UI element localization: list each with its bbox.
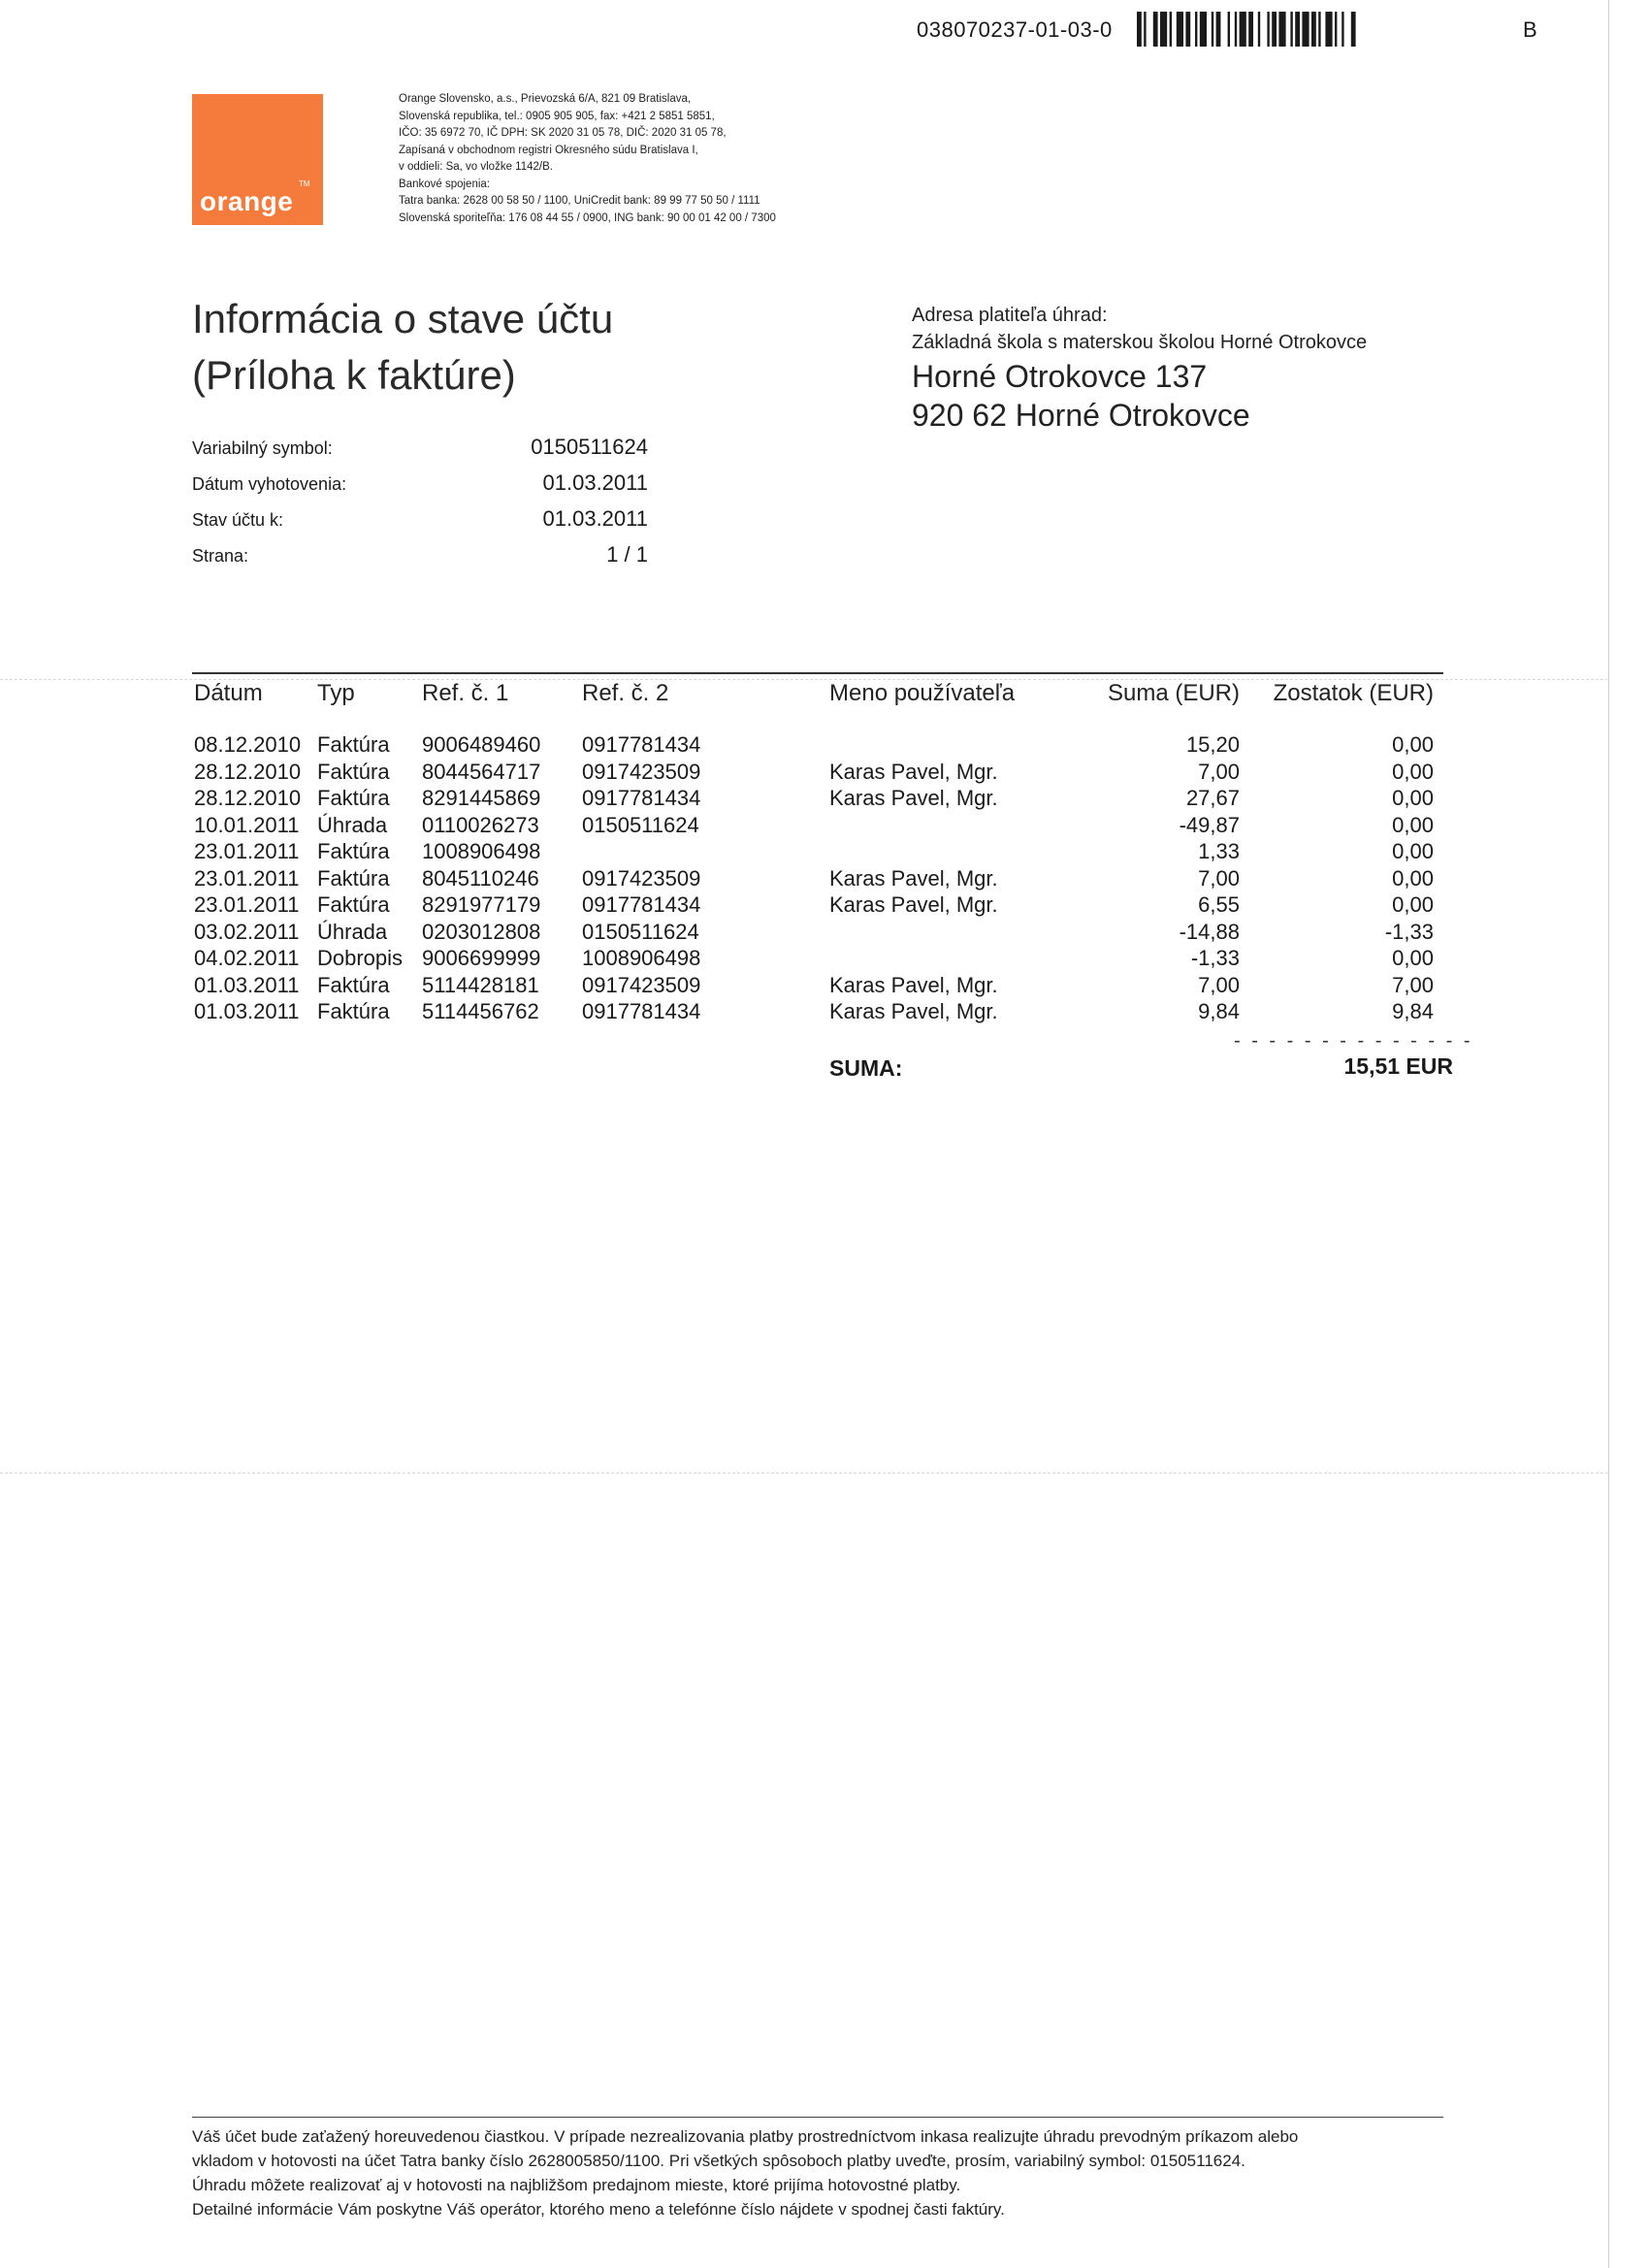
- barcode-bar: [1272, 12, 1277, 47]
- barcode-bar: [1290, 12, 1292, 47]
- cell-ref2: 0917781434: [582, 732, 701, 757]
- document-title: [192, 291, 613, 404]
- info-value: 1 / 1: [606, 542, 648, 567]
- barcode-bar: [1235, 12, 1237, 47]
- cell-type: Faktúra: [317, 839, 390, 863]
- info-label: Dátum vyhotovenia:: [192, 474, 347, 494]
- barcode-bar: [1248, 12, 1253, 47]
- cell-ref2: 0150511624: [582, 812, 699, 837]
- total-separator: - - - - - - - - - - - - - -: [1234, 1030, 1473, 1052]
- col-header-sum: Suma (EUR): [1107, 680, 1240, 706]
- table-row: [0, 973, 1649, 1000]
- orange-logo: [192, 94, 323, 225]
- cell-date: 28.12.2010: [194, 759, 302, 784]
- cell-ref1: 5114428181: [422, 972, 539, 997]
- cell-ref1: 8291977179: [422, 892, 541, 917]
- cell-type: Faktúra: [317, 865, 390, 891]
- barcode-bar: [1185, 12, 1190, 47]
- cell-ref1: 9006699999: [422, 946, 541, 970]
- cell-date: 03.02.2011: [194, 919, 300, 944]
- col-header-balance: Zostatok (EUR): [1273, 680, 1434, 706]
- barcode-bar: [1170, 12, 1172, 47]
- table-row: [0, 732, 1649, 760]
- info-row-page: [192, 542, 648, 578]
- cell-ref1: 9006489460: [422, 732, 541, 757]
- cell-date: 23.01.2011: [194, 839, 300, 863]
- company-line: Bankové spojenia:: [399, 178, 490, 190]
- barcode-bar: [1160, 12, 1167, 47]
- cell-type: Faktúra: [317, 999, 390, 1023]
- cell-type: Dobropis: [317, 946, 404, 970]
- cell-user: Karas Pavel, Mgr.: [829, 786, 998, 810]
- cell-type: Úhrada: [317, 812, 388, 837]
- cell-sum: 15,20: [1185, 732, 1240, 757]
- info-row-balance-date: [192, 506, 648, 542]
- cell-user: Karas Pavel, Mgr.: [829, 972, 998, 997]
- table-row: [0, 866, 1649, 893]
- col-header-ref1: Ref. č. 1: [422, 680, 509, 706]
- barcode-bar: [1195, 12, 1197, 47]
- cell-balance: 0,00: [1392, 732, 1434, 757]
- logo-tm: TM: [299, 179, 310, 188]
- barcode-bar: [1144, 12, 1146, 47]
- cell-date: 10.01.2011: [194, 812, 300, 837]
- title-line-2: (Príloha k faktúre): [192, 352, 516, 398]
- company-line: Orange Slovensko, a.s., Prievozská 6/A, 821 09 Bratislava,: [399, 93, 692, 105]
- info-label: Stav účtu k:: [192, 510, 284, 530]
- barcode-bar: [1325, 12, 1332, 47]
- payer-label: Adresa platiteľa úhrad:: [912, 305, 1108, 326]
- footer-line: Detailné informácie Vám poskytne Váš operátor, ktorého meno a telefónne číslo nájdete v spodnej časti faktúry.: [192, 2200, 1005, 2219]
- table-row: [0, 946, 1649, 973]
- page-edge: [1608, 0, 1609, 2268]
- footer-line: Váš účet bude zaťažený horeuvedenou čiastkou. V prípade nezrealizovania platby prostredníctvom inkasa realizujte úhradu prevodným príkazom alebo: [192, 2127, 1299, 2146]
- cell-ref1: 0110026273: [422, 812, 539, 837]
- barcode-bar: [1240, 12, 1246, 47]
- cell-user: Karas Pavel, Mgr.: [829, 892, 998, 917]
- cell-ref1: 0203012808: [422, 919, 541, 944]
- table-row: [0, 920, 1649, 947]
- col-header-date: Dátum: [194, 680, 263, 706]
- cell-type: Faktúra: [317, 732, 390, 757]
- table-row: [0, 760, 1649, 787]
- fold-line: [0, 1473, 1608, 1474]
- info-label: Variabilný symbol:: [192, 438, 333, 458]
- payer-name: Základná škola s materskou školou Horné Otrokovce: [912, 332, 1368, 353]
- cell-sum: 7,00: [1198, 972, 1240, 997]
- cell-date: 23.01.2011: [194, 892, 300, 917]
- cell-ref2: 0917423509: [582, 759, 701, 784]
- title-line-1: Informácia o stave účtu: [192, 296, 614, 341]
- barcode-bar: [1302, 12, 1309, 47]
- payer-city: 920 62 Horné Otrokovce: [912, 398, 1250, 433]
- company-line: Zapísaná v obchodnom registri Okresného súdu Bratislava I,: [399, 144, 698, 156]
- col-header-user: Meno používateľa: [829, 680, 1016, 706]
- col-header-ref2: Ref. č. 2: [582, 680, 669, 706]
- cell-sum: -14,88: [1179, 919, 1240, 944]
- cell-balance: -1,33: [1384, 919, 1434, 944]
- barcode-bar: [1311, 12, 1316, 47]
- copy-mark: B: [1523, 17, 1537, 42]
- cell-date: 23.01.2011: [194, 865, 300, 891]
- cell-ref2: 0150511624: [582, 919, 699, 944]
- cell-ref2: 0917781434: [582, 999, 701, 1023]
- cell-ref1: 5114456762: [422, 999, 539, 1023]
- table-row: [0, 786, 1649, 813]
- cell-ref1: 8291445869: [422, 786, 541, 810]
- barcode-bar: [1212, 12, 1213, 47]
- cell-date: 01.03.2011: [194, 972, 300, 997]
- payer-street: Horné Otrokovce 137: [912, 359, 1208, 394]
- cell-balance: 0,00: [1392, 786, 1434, 810]
- cell-ref2: 1008906498: [582, 946, 701, 970]
- info-row-issue-date: [192, 470, 648, 506]
- cell-balance: 0,00: [1392, 812, 1434, 837]
- cell-type: Úhrada: [317, 919, 388, 944]
- cell-type: Faktúra: [317, 972, 390, 997]
- company-line: Tatra banka: 2628 00 58 50 / 1100, UniCredit bank: 89 99 77 50 50 / 1111: [399, 195, 760, 207]
- cell-ref1: 8044564717: [422, 759, 541, 784]
- barcode-bar: [1278, 12, 1285, 47]
- barcode: [1137, 12, 1481, 47]
- barcode-bar: [1200, 12, 1207, 47]
- cell-balance: 0,00: [1392, 892, 1434, 917]
- cell-user: Karas Pavel, Mgr.: [829, 999, 998, 1023]
- company-line: Slovenská republika, tel.: 0905 905 905, fax: +421 2 5851 5851,: [399, 110, 715, 122]
- total-value: 15,51 EUR: [1343, 1053, 1453, 1079]
- cell-ref1: 1008906498: [422, 839, 541, 863]
- info-block: [192, 435, 648, 578]
- barcode-bar: [1351, 12, 1356, 47]
- cell-balance: 7,00: [1392, 972, 1434, 997]
- cell-ref2: 0917423509: [582, 865, 701, 891]
- footer-note: [192, 2124, 1453, 2221]
- cell-balance: 0,00: [1392, 946, 1434, 970]
- company-line: v oddieli: Sa, vo vložke 1142/B.: [399, 161, 553, 173]
- cell-sum: 6,55: [1198, 892, 1240, 917]
- cell-date: 01.03.2011: [194, 999, 300, 1023]
- footer-line: Úhradu môžete realizovať aj v hotovosti na najbližšom predajnom mieste, ktoré prijíma hotovostné platby.: [192, 2176, 961, 2194]
- cell-ref2: 0917781434: [582, 892, 701, 917]
- cell-sum: 9,84: [1198, 999, 1240, 1023]
- col-header-type: Typ: [317, 680, 355, 706]
- cell-date: 28.12.2010: [194, 786, 302, 810]
- barcode-bar: [1216, 12, 1221, 47]
- info-value: 01.03.2011: [542, 506, 648, 531]
- table-row: [0, 892, 1649, 920]
- payer-address: [912, 303, 1367, 435]
- cell-date: 04.02.2011: [194, 946, 300, 970]
- barcode-bar: [1177, 12, 1183, 47]
- cell-balance: 0,00: [1392, 759, 1434, 784]
- cell-ref1: 8045110246: [422, 865, 539, 891]
- barcode-bar: [1318, 12, 1320, 47]
- barcode-bar: [1228, 12, 1230, 47]
- cell-balance: 0,00: [1392, 839, 1434, 863]
- cell-sum: 1,33: [1198, 839, 1240, 863]
- cell-date: 08.12.2010: [194, 732, 302, 757]
- cell-sum: 27,67: [1185, 786, 1240, 810]
- company-line: IČO: 35 6972 70, IČ DPH: SK 2020 31 05 78, DIČ: 2020 31 05 78,: [399, 127, 727, 139]
- cell-type: Faktúra: [317, 892, 390, 917]
- cell-sum: 7,00: [1198, 759, 1240, 784]
- info-row-variable-symbol: [192, 435, 648, 470]
- barcode-bar: [1153, 12, 1158, 47]
- info-label: Strana:: [192, 546, 249, 566]
- table-top-rule: [192, 672, 1443, 674]
- cell-sum: -1,33: [1190, 946, 1240, 970]
- cell-type: Faktúra: [317, 786, 390, 810]
- cell-balance: 0,00: [1392, 865, 1434, 891]
- table-row: [0, 813, 1649, 840]
- footer-rule: [192, 2117, 1443, 2118]
- cell-ref2: 0917781434: [582, 786, 701, 810]
- cell-ref2: 0917423509: [582, 972, 701, 997]
- barcode-bar: [1258, 12, 1260, 47]
- table-row: [0, 839, 1649, 866]
- footer-line: vkladom v hotovosti na účet Tatra banky číslo 2628005850/1100. Pri všetkých spôsoboch platby uveďte, prosím, variabilný symbol: 0150511624.: [192, 2152, 1245, 2170]
- cell-user: Karas Pavel, Mgr.: [829, 865, 998, 891]
- table-row: [0, 999, 1649, 1026]
- cell-sum: -49,87: [1179, 812, 1240, 837]
- total-label: SUMA:: [829, 1055, 903, 1081]
- document-code: 038070237-01-03-0: [917, 17, 1113, 42]
- company-info: [399, 91, 816, 227]
- info-value: 01.03.2011: [542, 470, 648, 495]
- barcode-bar: [1295, 12, 1300, 47]
- cell-balance: 9,84: [1392, 999, 1434, 1023]
- company-line: Slovenská sporiteľňa: 176 08 44 55 / 0900, ING bank: 90 00 01 42 00 / 7300: [399, 211, 776, 224]
- cell-user: Karas Pavel, Mgr.: [829, 759, 998, 784]
- barcode-bar: [1335, 12, 1337, 47]
- barcode-bar: [1137, 12, 1142, 47]
- cell-type: Faktúra: [317, 759, 390, 784]
- cell-sum: 7,00: [1198, 865, 1240, 891]
- logo-text: orange: [200, 186, 294, 216]
- info-value: 0150511624: [531, 435, 648, 459]
- barcode-bar: [1342, 12, 1343, 47]
- barcode-bar: [1267, 12, 1269, 47]
